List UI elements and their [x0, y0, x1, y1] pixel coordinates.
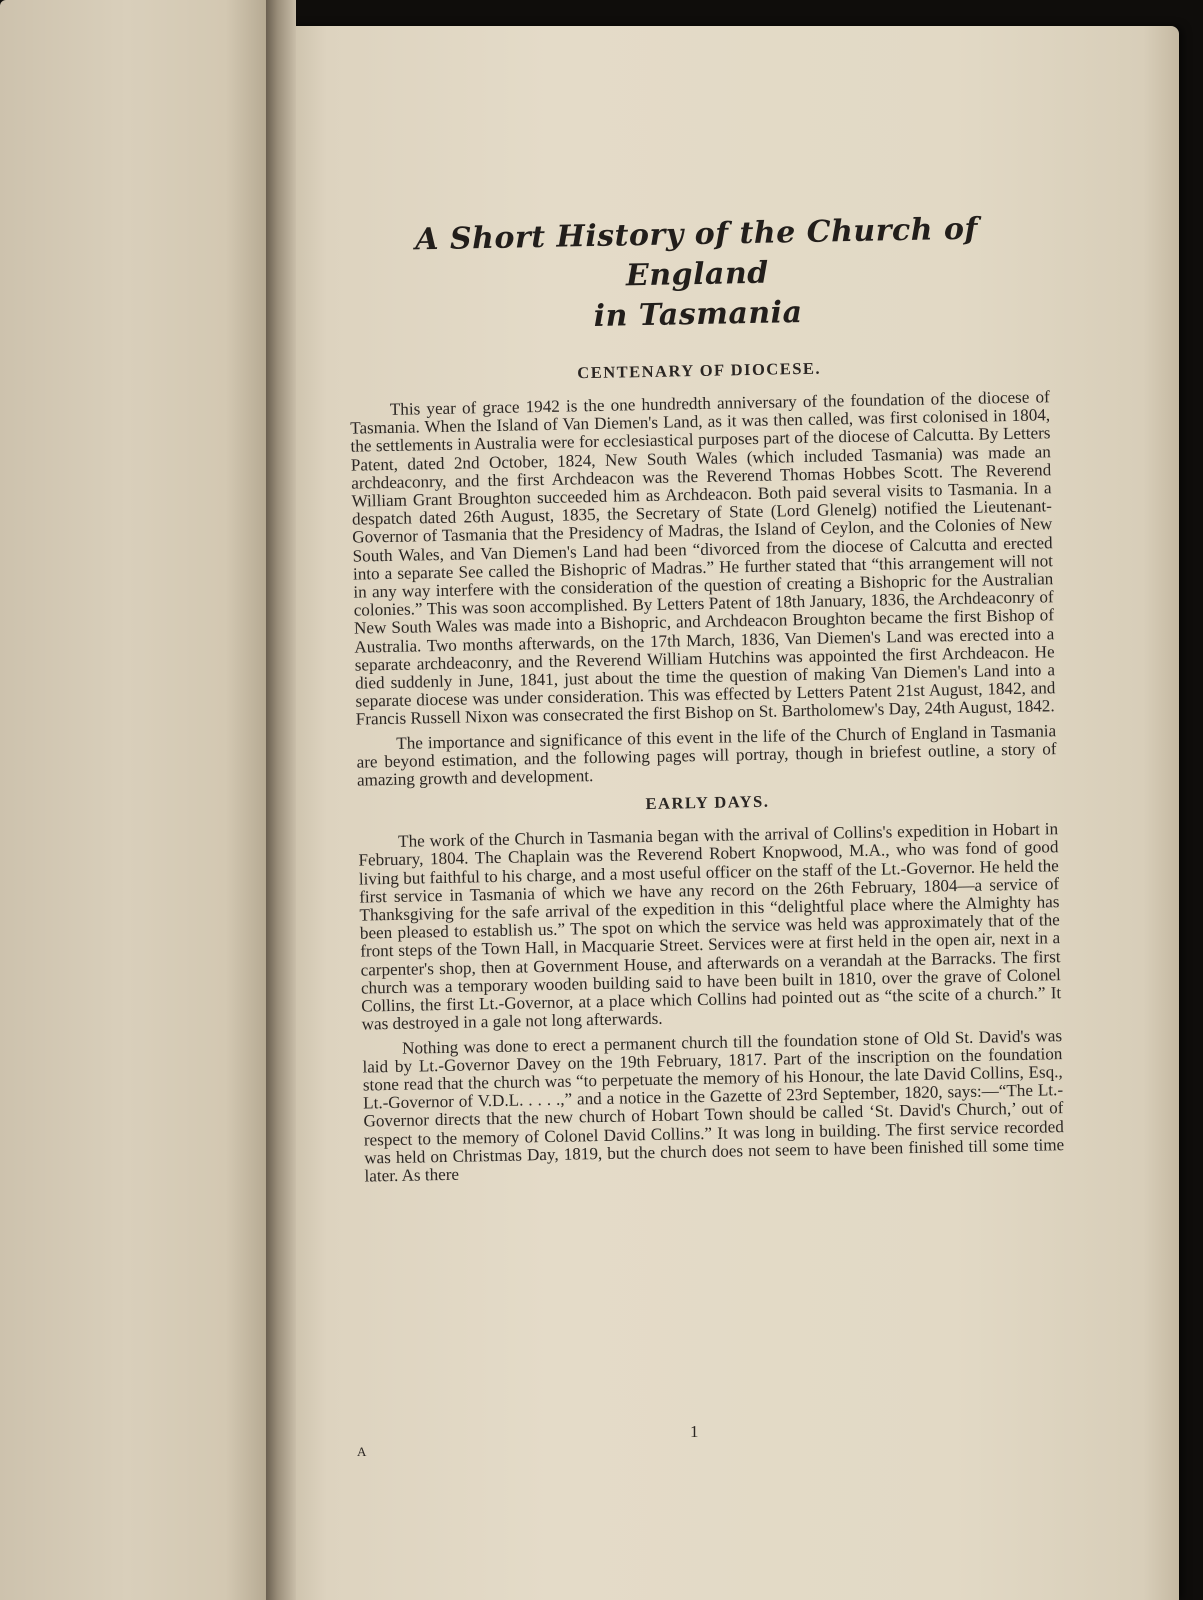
book-gutter	[266, 0, 296, 1600]
title-line-1: A Short History of the Church of England	[414, 211, 979, 294]
left-page	[0, 0, 282, 1600]
page-content	[346, 198, 1065, 1191]
section-heading-centenary: CENTENARY OF DIOCESE.	[577, 358, 822, 383]
page-title	[346, 208, 1048, 341]
paragraph: This year of grace 1942 is the one hundredth anniversary of the foundation of the diocese of Tasmania. When the Island of Van Diemen's Land, as it was then called, was first colonised in 1804, the settlements in Australia were for ecclesiastical purposes part of the diocese of Calcutta. By Letters Patent, dated 2nd October, 1824, New South Wales (which included Tasmania) was made an archdeaconry, and the first Archdeacon was the Reverend Thomas Hobbes Scott. The Reverend William Grant Broughton succeeded him as Archdeacon. Both paid several visits to Tasmania. In a despatch dated 26th August, 1835, the Secretary of State (Lord Glenelg) notified the Lieutenant-Governor of Tasmania that the Presidency of Madras, the Island of Ceylon, and the Colonies of New South Wales, and Van Diemen's Land had been “divorced from the diocese of Calcutta and erected into a separate See called the Bishopric of Madras.” He further stated that “this arrangement will not in any way interfere with the consideration of the question of creating a Bishopric for the Australian colonies.” This was soon accomplished. By Letters Patent of 18th January, 1836, the Archdeaconry of New South Wales was made into a Bishopric, and Archdeacon Broughton became the first Bishop of Australia. Two months afterwards, on the 17th March, 1836, Van Diemen's Land was erected into a separate archdeaconry, and the Reverend William Hutchins was appointed the first Archdeacon. He died suddenly in June, 1841, just about the time the question of making Van Diemen's Land into a separate diocese was under consideration. This was effected by Letters Patent 21st August, 1842, and Francis Russell Nixon was consecrated the first Bishop on St. Bartholomew's Day, 24th August, 1842.	[350, 387, 1056, 730]
paragraph: Nothing was done to erect a permanent church till the foundation stone of Old St. David's was laid by Lt.-Governor Davey on the 19th February, 1817. Part of the inscription on the foundation stone read that the church was “to perpetuate the memory of his Honour, the late David Collins, Esq., Lt.-Governor of V.D.L. . . . .,” and a notice in the Gazette of 23rd September, 1820, says:—“The Lt.-Governor directs that the new church of Hobart Town should be called ‘St. David's Church,’ out of respect to the memory of Colonel David Collins.” It was long in building. The first service recorded was held on Christmas Day, 1819, but the church does not seem to have been finished till some time later. As there	[362, 1025, 1065, 1186]
paragraph: The work of the Church in Tasmania began with the arrival of Collins's expedition in Hobart in February, 1804. The Chaplain was the Reverend Robert Knopwood, M.A., who was fond of good living but faithful to his charge, and a most useful officer on the staff of the Lt.-Governor. He held the first service in Tasmania of which we have any record on the 26th February, 1804—a service of Thanksgiving for the safe arrival of the expedition in this “delightful place where the Almighty has been pleased to establish us.” The spot on which the service was held was approximately that of the front steps of the Town Hall, in Macquarie Street. Services were at first held in the open air, next in a carpenter's shop, then at Government House, and afterwards on a verandah at the Barracks. The first church was a temporary wooden building said to have been built in 1810, over the grave of Colonel Collins, the first Lt.-Governor, at a place which Collins had pointed out as “the scite of a church.” It was destroyed in a gale not long afterwards.	[358, 819, 1062, 1034]
paragraph: The importance and significance of this event in the life of the Church of England in Tasmania are beyond estimation, and the following pages will portray, though in briefest outline, a story of amazing growth and development.	[356, 720, 1057, 790]
section-heading-early-days: EARLY DAYS.	[645, 791, 770, 814]
page-number: 1	[690, 1422, 699, 1441]
title-line-2: in Tasmania	[593, 294, 803, 334]
signature-mark: A	[357, 1444, 367, 1459]
